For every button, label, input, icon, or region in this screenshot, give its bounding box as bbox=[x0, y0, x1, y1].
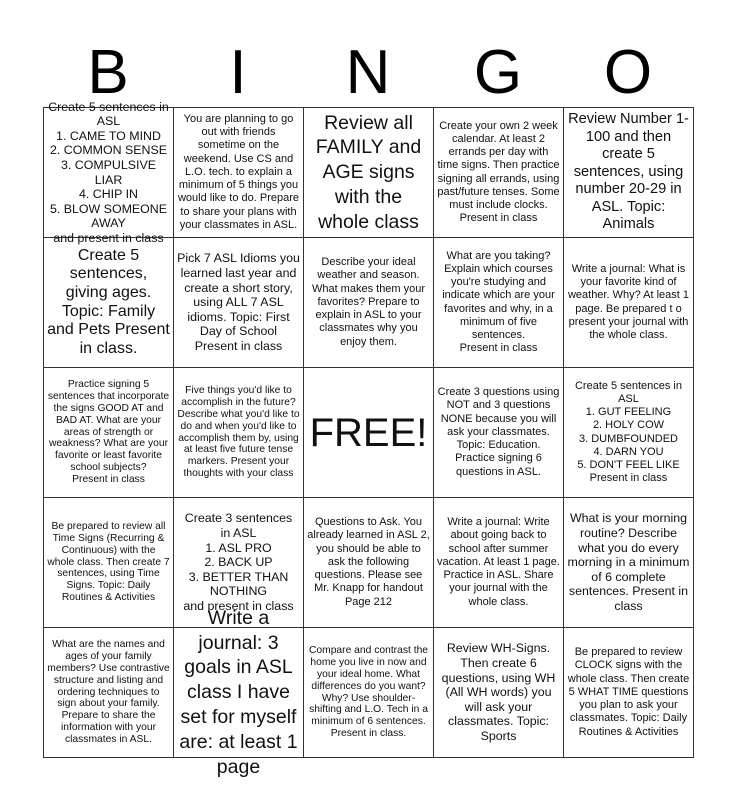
cell-text: Create 5 sentences, giving ages. Topic: Family and Pets Present in class. bbox=[47, 246, 170, 357]
header-letter-b: B bbox=[87, 38, 129, 107]
bingo-cell-i1 bbox=[174, 108, 304, 238]
cell-text: Review Number 1-100 and then create 5 sentences, using number 20-29 in ASL. Topic: Animals bbox=[568, 111, 689, 233]
bingo-cell-g5 bbox=[434, 628, 564, 758]
bingo-header bbox=[43, 38, 693, 107]
cell-text: Five things you'd like to accomplish in the future? Describe what you'd like to do and when you'd like to accomplish them by, using at least five future tense markers. Present your thoughts with your class bbox=[177, 385, 300, 479]
header-letter-o: O bbox=[603, 38, 653, 107]
bingo-cell-b4 bbox=[44, 498, 174, 628]
header-letter-i: I bbox=[229, 38, 247, 107]
bingo-cell-n5 bbox=[304, 628, 434, 758]
bingo-cell-g4 bbox=[434, 498, 564, 628]
bingo-cell-i2 bbox=[174, 238, 304, 368]
bingo-cell-n2 bbox=[304, 238, 434, 368]
cell-text: Practice signing 5 sentences that incorporate the signs GOOD AT and BAD AT. What are your areas of strength or weakness? What are your favorite or least favorite school subjects? Present in class bbox=[47, 379, 170, 485]
free-space bbox=[304, 368, 434, 498]
cell-text: Create 3 sentences in ASL 1. ASL PRO 2. BACK UP 3. BETTER THAN NOTHING and present in class bbox=[183, 511, 294, 613]
cell-text: Review WH-Signs. Then create 6 questions, using WH (All WH words) you will ask your classmates. Topic: Sports bbox=[441, 641, 556, 743]
cell-text: Compare and contrast the home you live in now and your ideal home. What differences do you want? Why? Use shoulder-shifting and L.O. Tech in a minimum of 6 sentences. Present in class. bbox=[308, 645, 429, 739]
cell-text: Create 5 sentences in ASL 1. GUT FEELING 2. HOLY COW 3. DUMBFOUNDED 4. DARN YOU 5. DON'T FEEL LIKE Present in class bbox=[574, 379, 682, 485]
cell-text: Write a journal: Write about going back to school after summer vacation. At least 1 page. Practice in ASL. Share your journal with the whole class. bbox=[437, 516, 560, 608]
cell-text: Be prepared to review CLOCK signs with the whole class. Then create 5 WHAT TIME questions you plan to ask your classmates. Topic: Daily Routines & Activities bbox=[567, 646, 690, 738]
cell-text: Write a journal: 3 goals in ASL class I have set for myself are: at least 1 page bbox=[179, 606, 298, 778]
bingo-cell-o1 bbox=[564, 108, 694, 238]
cell-text: Write a journal: What is your favorite kind of weather. Why? At least 1 page. Be prepared t o present your journal with the whole class. bbox=[567, 262, 690, 341]
cell-text: Pick 7 ASL Idioms you learned last year and create a short story, using ALL 7 ASL idioms. Topic: First Day of School Present in class bbox=[177, 251, 300, 353]
bingo-cell-o4 bbox=[564, 498, 694, 628]
free-label: FREE! bbox=[309, 410, 428, 455]
header-letter-g: G bbox=[473, 38, 523, 107]
bingo-cell-n4 bbox=[304, 498, 434, 628]
cell-text: What are you taking? Explain which courses you're studying and indicate which are your favorites and why, in a minimum of five sentences. Present in class bbox=[442, 249, 555, 355]
bingo-cell-g1 bbox=[434, 108, 564, 238]
bingo-cell-o3 bbox=[564, 368, 694, 498]
cell-text: Create 3 questions using NOT and 3 questions NONE because you will ask your classmates. Topic: Education. Practice signing 6 questions in ASL. bbox=[437, 386, 560, 478]
cell-text: Describe your ideal weather and season. What makes them your favorites? Prepare to explain in ASL to your classmates why you enjoy them. bbox=[311, 256, 426, 348]
cell-text: Create 5 sentences in ASL 1. CAME TO MIND 2. COMMON SENSE 3. COMPULSIVE LIAR 4. CHIP IN 5. BLOW SOMEONE AWAY and present in class bbox=[48, 99, 169, 245]
cell-text: What are the names and ages of your family members? Use contrastive structure and listing and ordering techniques to sign about your family. Prepare to share the information with your classmates in ASL. bbox=[47, 639, 170, 745]
bingo-cell-b2 bbox=[44, 238, 174, 368]
cell-text: Questions to Ask. You already learned in ASL 2, you should be able to ask the following questions. Please see Mr. Knapp for handout Page 212 bbox=[307, 516, 430, 608]
bingo-cell-i3 bbox=[174, 368, 304, 498]
bingo-cell-b1 bbox=[44, 99, 174, 245]
cell-text: What is your morning routine? Describe what you do every morning in a minimum of 6 complete sentences. Present in class bbox=[567, 511, 690, 613]
cell-text: Review all FAMILY and AGE signs with the whole class bbox=[315, 111, 422, 233]
cell-text: Be prepared to review all Time Signs (Recurring & Continuous) with the whole class. Then create 7 sentences, using Time Signs. Topic: Daily Routines & Activities bbox=[47, 521, 170, 603]
bingo-cell-o2 bbox=[564, 238, 694, 368]
bingo-cell-i5 bbox=[174, 606, 304, 778]
bingo-board bbox=[43, 99, 694, 778]
cell-text: You are planning to go out with friends sometime on the weekend. Use CS and L.O. tech. to explain a minimum of 5 things you would like to do. Prepare to share your plans with your classmates in ASL. bbox=[177, 113, 300, 231]
bingo-cell-g3 bbox=[434, 368, 564, 498]
header-letter-n: N bbox=[345, 38, 391, 107]
bingo-cell-o5 bbox=[564, 628, 694, 758]
bingo-cell-b5 bbox=[44, 628, 174, 758]
cell-text: Create your own 2 week calendar. At least 2 errands per day with time signs. Then practice signing all errands, using past/future tenses. Some must include clocks. Present in class bbox=[437, 119, 560, 225]
bingo-cell-g2 bbox=[434, 238, 564, 368]
bingo-cell-n1 bbox=[304, 108, 434, 238]
bingo-cell-b3 bbox=[44, 368, 174, 498]
